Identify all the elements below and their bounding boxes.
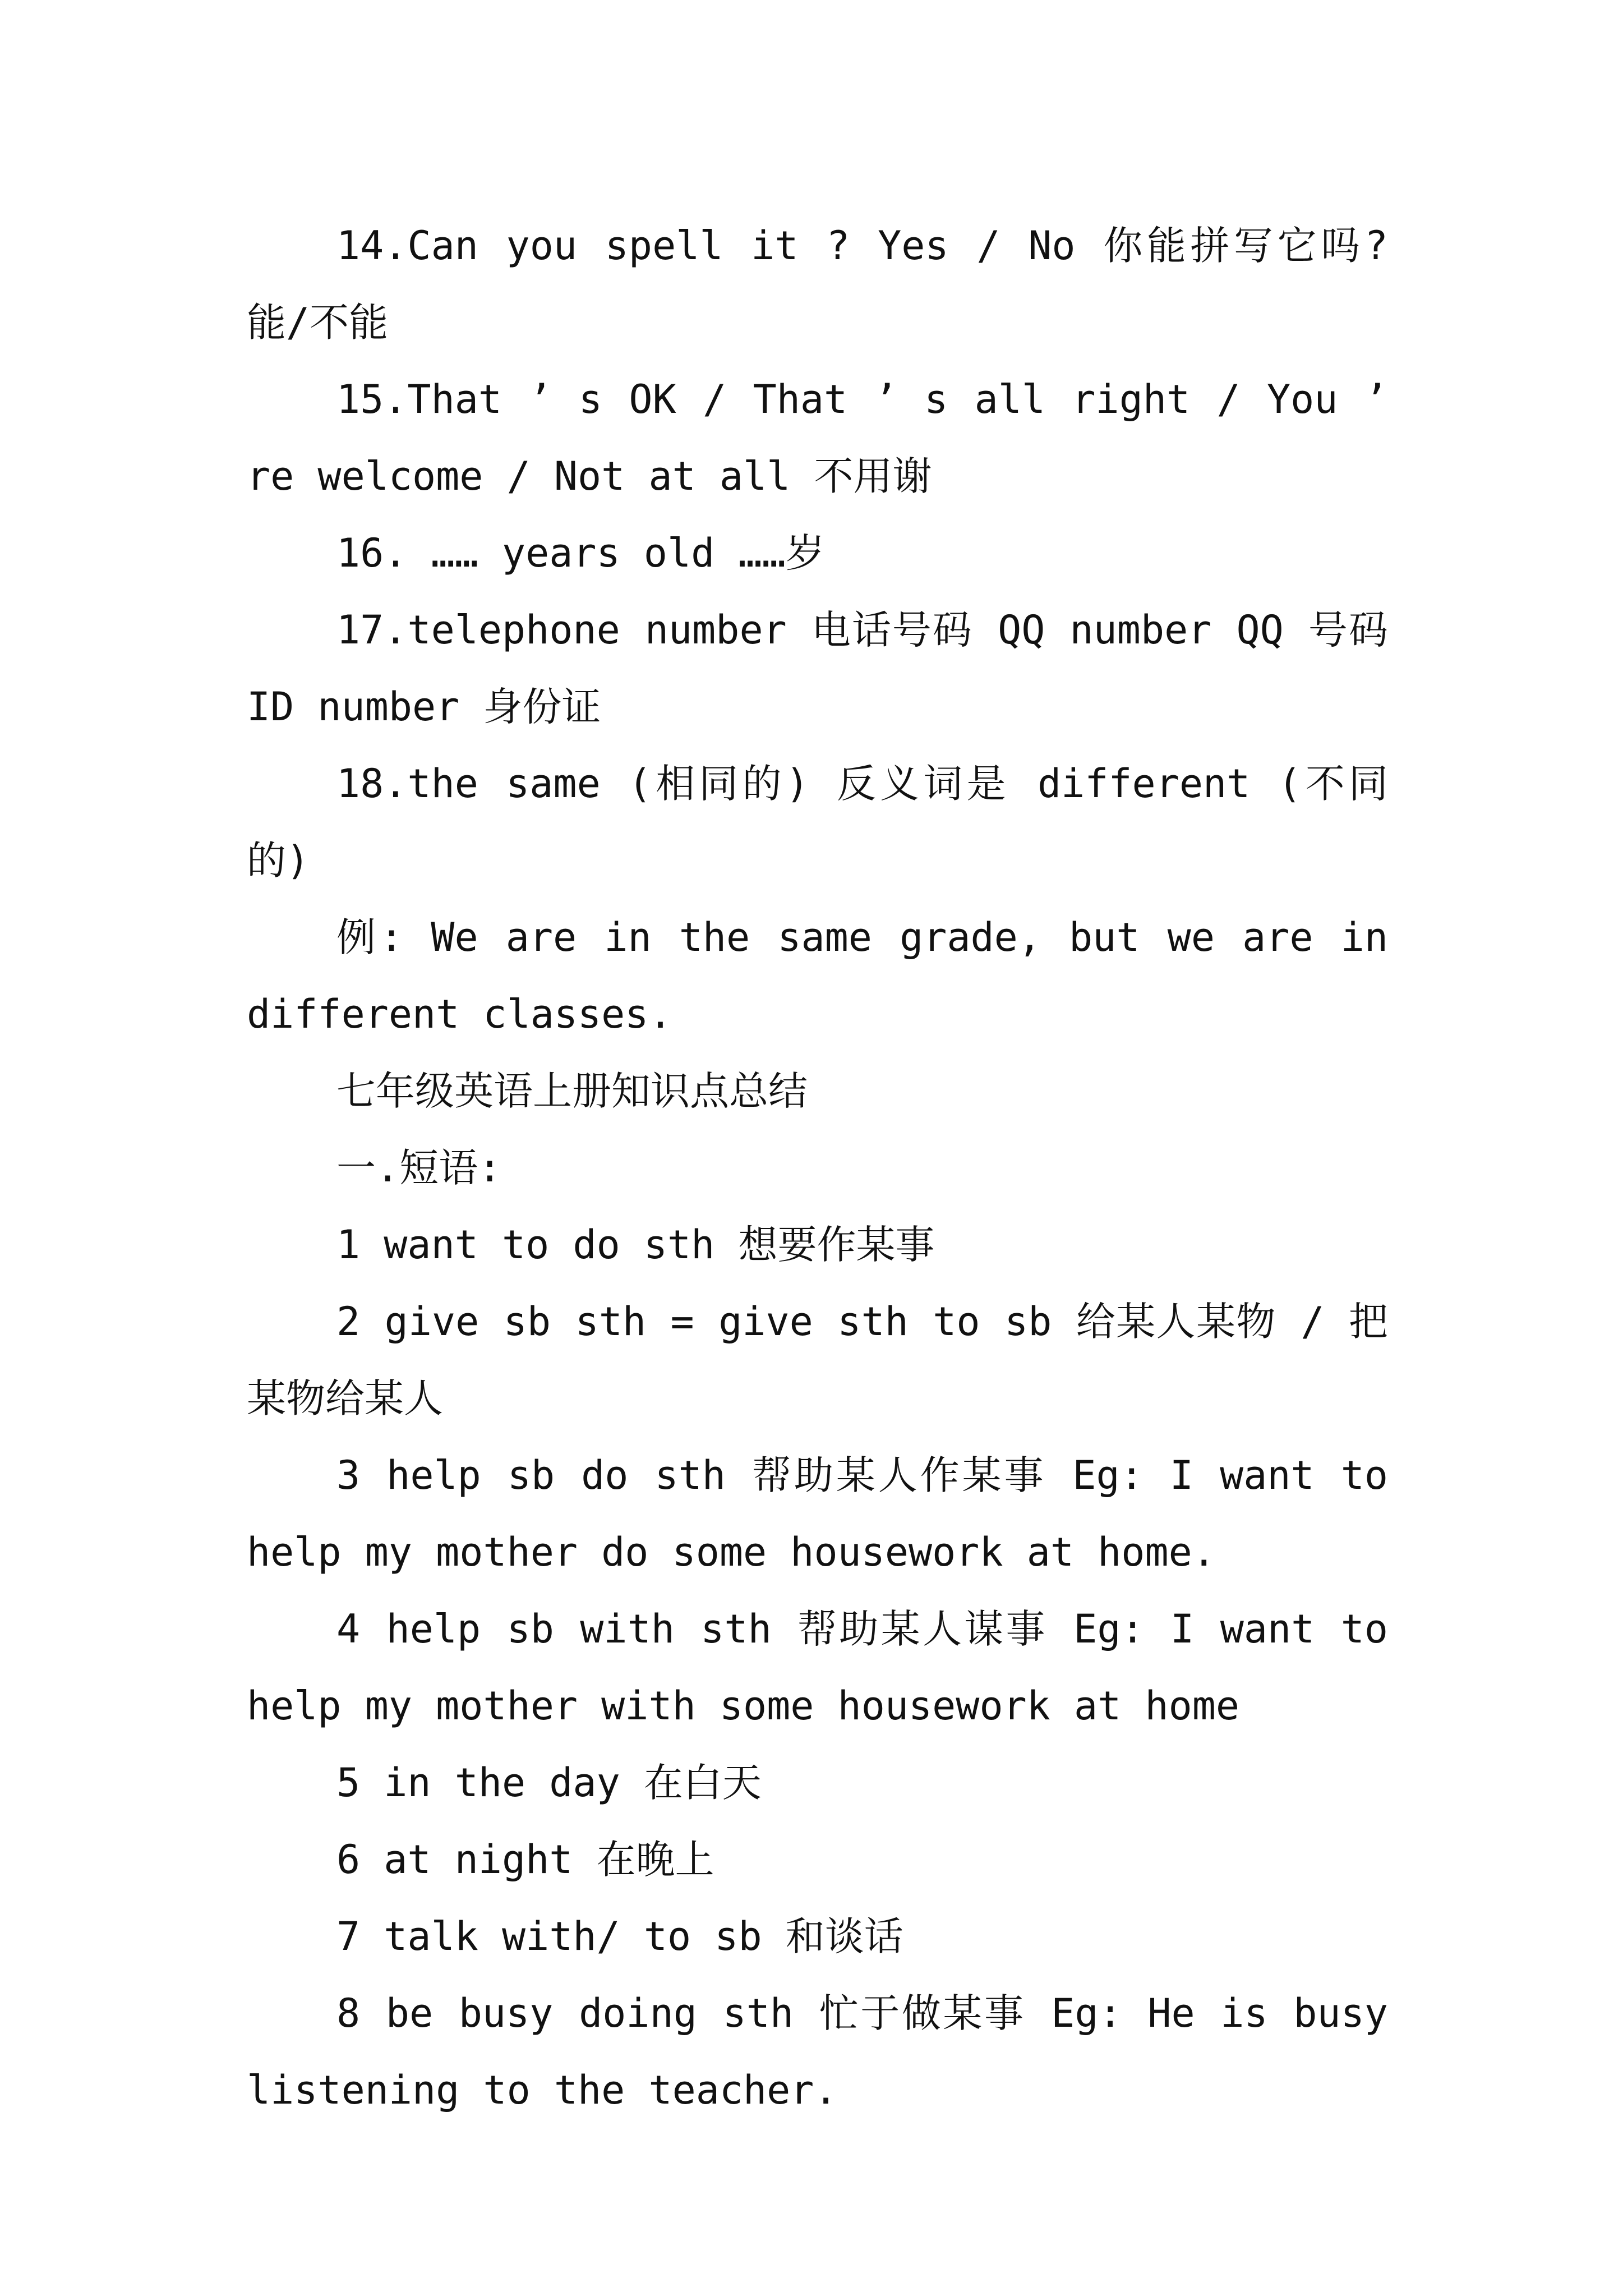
paragraph-18: 18.the same (相同的) 反义词是 different (不同的): [247, 761, 1388, 884]
paragraph-17: 17.telephone number 电话号码 QQ number QQ 号码 ID number 身份证: [247, 607, 1412, 730]
paragraph-14: 14.Can you spell it ? Yes / No 你能拼写它吗? 能/不能: [247, 223, 1412, 346]
document-body: [247, 208, 1412, 2129]
phrase-item-2: 2 give sb sth = give sth to sb 给某人某物 / 把某物给某人: [247, 1299, 1388, 1421]
phrase-item-5: 5 in the day 在白天: [336, 1760, 762, 1806]
paragraph-16: 16. …… years old ……岁: [336, 530, 825, 576]
phrase-item-1: 1 want to do sth 想要作某事: [336, 1222, 935, 1268]
subsection-heading: 一.短语:: [336, 1145, 502, 1191]
phrase-item-8: 8 be busy doing sth 忙于做某事 Eg: He is busy listening to the teacher.: [247, 1990, 1412, 2113]
phrase-item-4: 4 help sb with sth 帮助某人谋事 Eg: I want to help my mother with some housework at home: [247, 1606, 1412, 1729]
example-sentence: 例: We are in the same grade, but we are in different classes.: [247, 914, 1412, 1037]
phrase-item-3: 3 help sb do sth 帮助某人作某事 Eg: I want to help my mother do some housework at home.: [247, 1452, 1412, 1575]
phrase-item-6: 6 at night 在晚上: [336, 1837, 714, 1883]
paragraph-15: 15.That ’ s OK / That ’ s all right / You ’ re welcome / Not at all 不用谢: [247, 376, 1412, 499]
section-title: 七年级英语上册知识点总结: [336, 1068, 808, 1114]
phrase-item-7: 7 talk with/ to sb 和谈话: [336, 1913, 903, 1959]
